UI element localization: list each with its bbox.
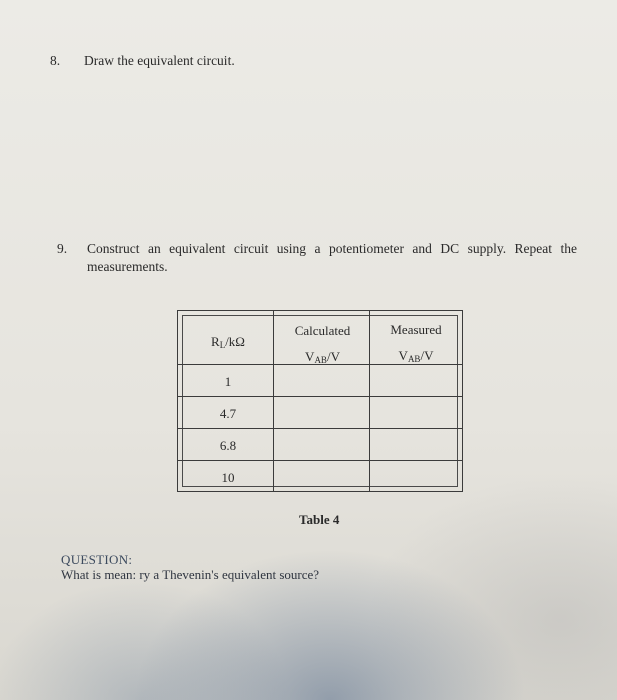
header-calculated-vab bbox=[276, 349, 369, 365]
question-9-line1: Construct an equivalent circuit using a potentiometer and DC supply. Repeat the bbox=[87, 241, 577, 256]
results-table bbox=[177, 310, 463, 492]
question-9-line2: measurements. bbox=[87, 259, 168, 275]
column-divider bbox=[369, 311, 370, 491]
vab-subscript: AB bbox=[314, 355, 327, 365]
header-calculated bbox=[276, 323, 369, 365]
question-9-text bbox=[87, 240, 577, 276]
vab-unit: /V bbox=[326, 349, 340, 364]
question-8-text: Draw the equivalent circuit. bbox=[84, 53, 235, 68]
table-caption: Table 4 bbox=[299, 512, 340, 527]
question-8-number: 8. bbox=[50, 53, 61, 68]
header-measured bbox=[371, 322, 461, 364]
question-label: QUESTION: bbox=[61, 552, 133, 567]
vab-unit: /V bbox=[420, 348, 434, 363]
table-row-value: 10 bbox=[221, 470, 235, 485]
row-divider bbox=[178, 428, 462, 429]
question-text: What is mean: ry a Thevenin's equivalent source? bbox=[61, 567, 320, 582]
table-row-value: 4.7 bbox=[219, 406, 237, 421]
header-rl-subscript: L bbox=[219, 340, 226, 350]
table-row-value: 1 bbox=[224, 374, 232, 389]
row-divider bbox=[178, 460, 462, 461]
header-measured-label: Measured bbox=[390, 322, 442, 337]
header-calculated-label: Calculated bbox=[294, 323, 351, 338]
vab-symbol: V bbox=[398, 348, 408, 363]
table-row-value: 6.8 bbox=[219, 438, 237, 453]
vab-symbol: V bbox=[305, 349, 315, 364]
question-9-number: 9. bbox=[57, 241, 68, 256]
header-rl-unit: /kΩ bbox=[225, 334, 245, 349]
header-measured-vab bbox=[371, 348, 461, 364]
row-divider bbox=[178, 396, 462, 397]
header-rl-symbol: R bbox=[211, 334, 220, 349]
header-load-resistance bbox=[183, 334, 273, 350]
vab-subscript: AB bbox=[407, 354, 421, 364]
column-divider bbox=[273, 311, 274, 491]
results-table-grid bbox=[182, 315, 458, 487]
